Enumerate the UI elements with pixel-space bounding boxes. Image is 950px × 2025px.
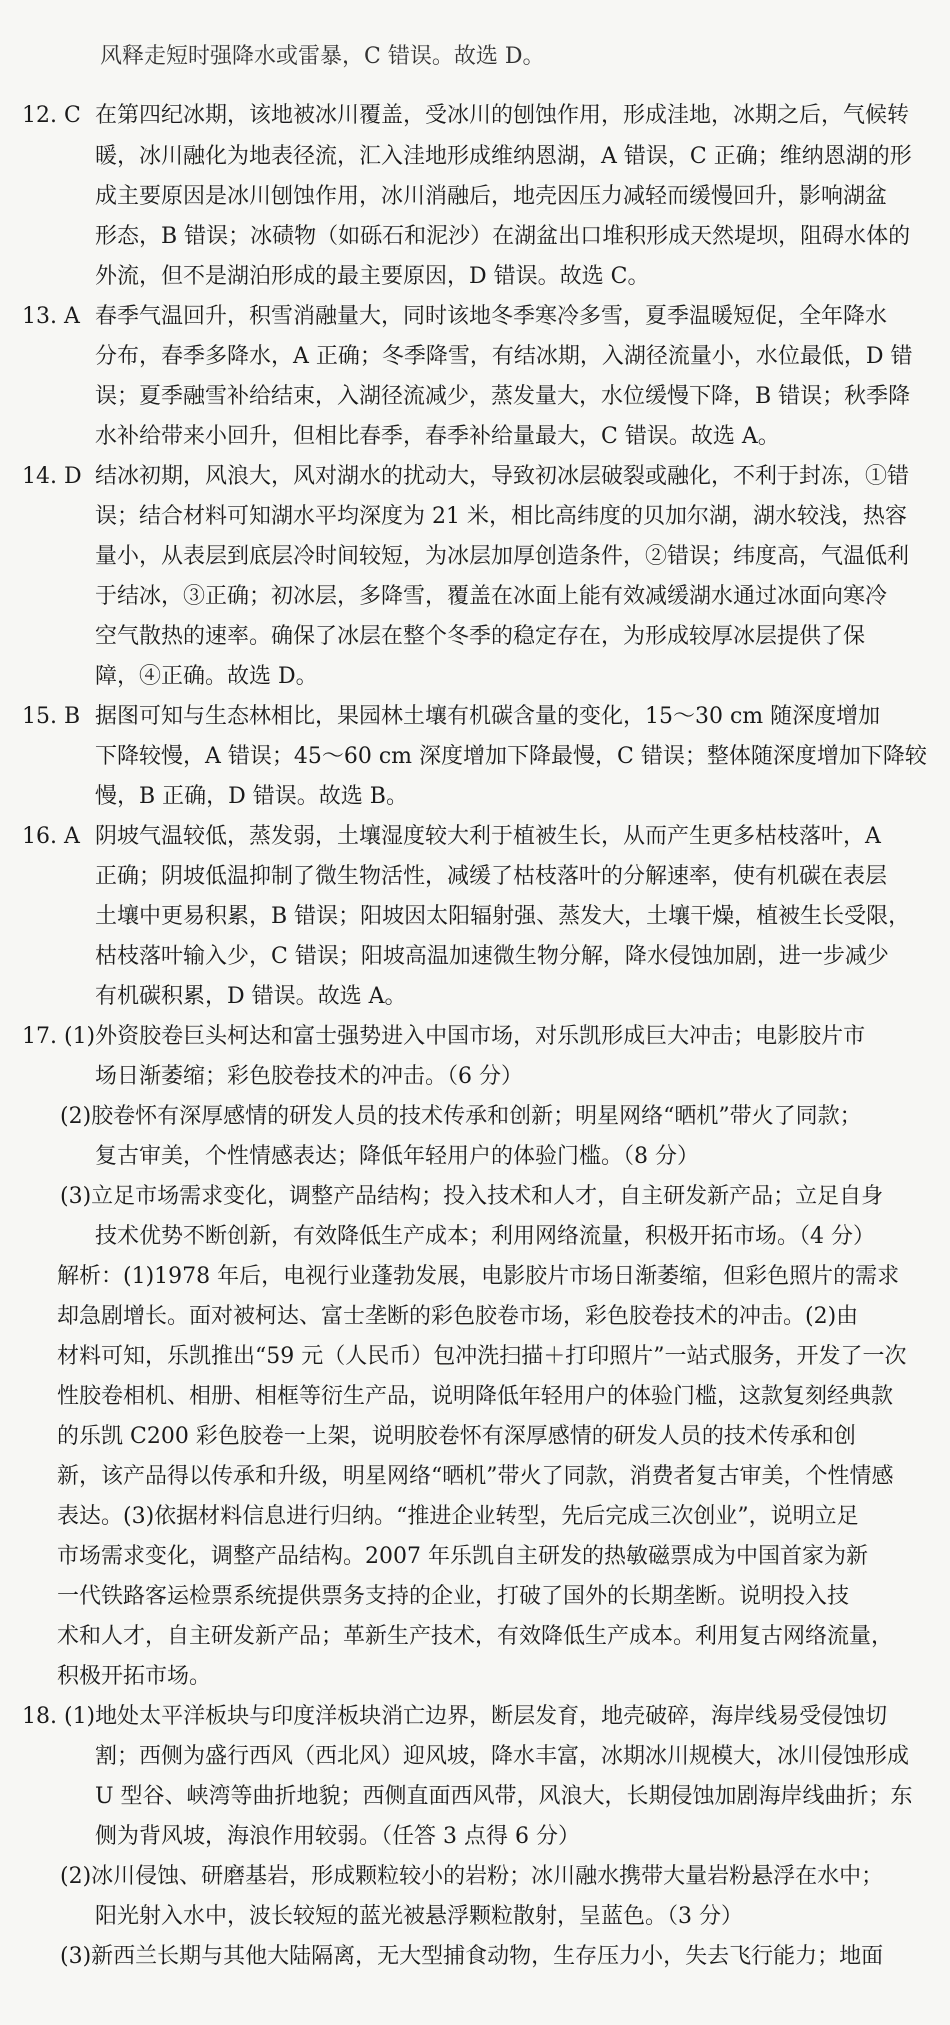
line-text: 一代铁路客运检票系统提供票务支持的企业，打破了国外的长期垄断。说明投入技 xyxy=(57,1584,850,1609)
line-text: 下降较慢，A 错误；45～60 cm 深度增加下降最慢，C 错误；整体随深度增加下降较 xyxy=(95,744,927,769)
text-line xyxy=(0,1498,950,1536)
line-text: 春季气温回升，积雪消融量大，同时该地冬季寒冷多雪，夏季温暖短促，全年降水 xyxy=(95,304,888,329)
line-text: 18. (1)地处太平洋板块与印度洋板块消亡边界，断层发育，地壳破碎，海岸线易受侵蚀切 xyxy=(22,1704,888,1729)
text-line xyxy=(0,1378,950,1416)
text-line xyxy=(0,538,950,576)
line-text: 枯枝落叶输入少，C 错误；阳坡高温加速微生物分解，降水侵蚀加剧，进一步减少 xyxy=(95,944,889,969)
text-line xyxy=(0,1778,950,1816)
line-text: 阴坡气温较低，蒸发弱，土壤湿度较大利于植被生长，从而产生更多枯枝落叶，A xyxy=(95,824,881,849)
line-text: 17. (1)外资胶卷巨头柯达和富士强势进入中国市场，对乐凯形成巨大冲击；电影胶片市 xyxy=(22,1024,866,1049)
text-line xyxy=(0,1218,950,1256)
text-line xyxy=(0,938,950,976)
text-line xyxy=(0,418,950,456)
answer-17 xyxy=(0,1018,950,1056)
line-text: 积极开拓市场。 xyxy=(57,1664,212,1689)
line-text: 暖，冰川融化为地表径流，汇入洼地形成维纳恩湖，A 错误，C 正确；维纳恩湖的形 xyxy=(95,144,912,169)
line-text: 慢，B 正确，D 错误。故选 B。 xyxy=(95,784,408,809)
text-line xyxy=(0,1098,950,1136)
text-line xyxy=(0,1058,950,1096)
text-line xyxy=(0,138,950,176)
text-line xyxy=(0,1418,950,1456)
line-text: 误；结合材料可知湖水平均深度为 21 米，相比高纬度的贝加尔湖，湖水较浅，热容 xyxy=(95,504,907,529)
answer-16 xyxy=(0,818,950,856)
text-line xyxy=(0,1618,950,1656)
answer-13 xyxy=(0,298,950,336)
line-text: 据图可知与生态林相比，果园林土壤有机碳含量的变化，15～30 cm 随深度增加 xyxy=(95,704,881,729)
text-line xyxy=(0,1858,950,1896)
line-text: 术和人才，自主研发新产品；革新生产技术，有效降低生产成本。利用复古网络流量， xyxy=(57,1624,894,1649)
text-line xyxy=(0,1738,950,1776)
text-line xyxy=(0,898,950,936)
text-line xyxy=(0,1658,950,1696)
line-text: 表达。(3)依据材料信息进行归纳。“推进企业转型，先后完成三次创业”，说明立足 xyxy=(57,1504,859,1529)
line-text: 材料可知，乐凯推出“59 元（人民币）包冲洗扫描＋打印照片”一站式服务，开发了一次 xyxy=(57,1344,907,1369)
text-line xyxy=(0,618,950,656)
line-text: 误；夏季融雪补给结束，入湖径流减少，蒸发量大，水位缓慢下降，B 错误；秋季降 xyxy=(95,384,911,409)
line-text: 复古审美，个性情感表达；降低年轻用户的体验门槛。（8 分） xyxy=(95,1144,699,1169)
line-text: 技术优势不断创新，有效降低生产成本；利用网络流量，积极开拓市场。（4 分） xyxy=(95,1224,875,1249)
line-text: 却急剧增长。面对被柯达、富士垄断的彩色胶卷市场，彩色胶卷技术的冲击。(2)由 xyxy=(57,1304,859,1329)
text-line xyxy=(0,1578,950,1616)
line-text: 量小，从表层到底层冷时间较短，为冰层加厚创造条件，②错误；纬度高，气温低利 xyxy=(95,544,910,569)
line-text: 在第四纪冰期，该地被冰川覆盖，受冰川的刨蚀作用，形成洼地，冰期之后，气候转 xyxy=(95,103,910,128)
text-line xyxy=(0,578,950,616)
question-number: 16. A xyxy=(22,824,80,849)
text-line xyxy=(0,1938,950,1976)
text-line xyxy=(0,1538,950,1576)
line-text: 结冰初期，风浪大，风对湖水的扰动大，导致初冰层破裂或融化，不利于封冻，①错 xyxy=(95,464,910,489)
text-line xyxy=(0,178,950,216)
line-text: (3)立足市场需求变化，调整产品结构；投入技术和人才，自主研发新产品；立足自身 xyxy=(60,1184,884,1209)
text-line xyxy=(0,498,950,536)
text-line xyxy=(0,978,950,1016)
text-line xyxy=(0,1338,950,1376)
line-text: 侧为背风坡，海浪作用较弱。（任答 3 点得 6 分） xyxy=(95,1824,580,1849)
line-text: 解析：(1)1978 年后，电视行业蓬勃发展，电影胶片市场日渐萎缩，但彩色照片的需求 xyxy=(57,1264,900,1289)
line-text: 障，④正确。故选 D。 xyxy=(95,664,318,689)
question-number: 13. A xyxy=(22,304,80,329)
line-text: 水补给带来小回升，但相比春季，春季补给量最大，C 错误。故选 A。 xyxy=(95,424,780,449)
answer-15 xyxy=(0,698,950,736)
line-text: (2)胶卷怀有深厚感情的研发人员的技术传承和创新；明星网络“晒机”带火了同款； xyxy=(60,1104,862,1129)
line-text: 空气散热的速率。确保了冰层在整个冬季的稳定存在，为形成较厚冰层提供了保 xyxy=(95,624,866,649)
text-line xyxy=(0,658,950,696)
line-text: 于结冰，③正确；初冰层，多降雪，覆盖在冰面上能有效减缓湖水通过冰面向寒冷 xyxy=(95,584,888,609)
text-line xyxy=(0,1818,950,1856)
line-text: 的乐凯 C200 彩色胶卷一上架，说明胶卷怀有深厚感情的研发人员的技术传承和创 xyxy=(57,1424,856,1449)
line-text: 形态，B 错误；冰碛物（如砾石和泥沙）在湖盆出口堆积形成天然堤坝，阻碍水体的 xyxy=(95,224,911,249)
text-line xyxy=(0,1298,950,1336)
text-line xyxy=(0,858,950,896)
line-text: 外流，但不是湖泊形成的最主要原因，D 错误。故选 C。 xyxy=(95,264,650,289)
question-number: 12. C xyxy=(22,103,81,128)
line-text: (3)新西兰长期与其他大陆隔离，无大型捕食动物，生存压力小，失去飞行能力；地面 xyxy=(60,1944,884,1969)
answer-12 xyxy=(0,97,950,135)
analysis-17 xyxy=(0,1258,950,1296)
text-line xyxy=(0,1458,950,1496)
answer-18 xyxy=(0,1698,950,1736)
answer-14 xyxy=(0,458,950,496)
line-text: 市场需求变化，调整产品结构。2007 年乐凯自主研发的热敏磁票成为中国首家为新 xyxy=(57,1544,868,1569)
line-text: 分布，春季多降水，A 正确；冬季降雪，有结冰期，入湖径流量小，水位最低，D 错 xyxy=(95,344,913,369)
line-text: 割；西侧为盛行西风（西北风）迎风坡，降水丰富，冰期冰川规模大，冰川侵蚀形成 xyxy=(95,1744,910,1769)
text-line xyxy=(0,738,950,776)
line-text: 阳光射入水中，波长较短的蓝光被悬浮颗粒散射，呈蓝色。（3 分） xyxy=(95,1904,743,1929)
line-text: 新，该产品得以传承和升级，明星网络“晒机”带火了同款，消费者复古审美，个性情感 xyxy=(57,1464,894,1489)
text-line xyxy=(0,1178,950,1216)
line-text: 正确；阴坡低温抑制了微生物活性，减缓了枯枝落叶的分解速率，使有机碳在表层 xyxy=(95,864,888,889)
line-text: 场日渐萎缩；彩色胶卷技术的冲击。（6 分） xyxy=(95,1064,523,1089)
text-line xyxy=(0,1898,950,1936)
line-text: 性胶卷相机、相册、相框等衍生产品，说明降低年轻用户的体验门槛，这款复刻经典款 xyxy=(57,1384,894,1409)
question-number: 15. B xyxy=(22,704,81,729)
text-line xyxy=(0,778,950,816)
question-number: 14. D xyxy=(22,464,82,489)
text-line xyxy=(0,338,950,376)
text-line xyxy=(0,1138,950,1176)
text-line xyxy=(0,258,950,296)
line-text: 成主要原因是冰川刨蚀作用，冰川消融后，地壳因压力减轻而缓慢回升，影响湖盆 xyxy=(95,184,888,209)
text-line xyxy=(0,38,950,76)
line-text: 风释走短时强降水或雷暴，C 错误。故选 D。 xyxy=(100,44,545,69)
text-line xyxy=(0,378,950,416)
line-text: 土壤中更易积累，B 错误；阳坡因太阳辐射强、蒸发大，土壤干燥，植被生长受限， xyxy=(95,904,911,929)
line-text: 有机碳积累，D 错误。故选 A。 xyxy=(95,984,407,1009)
text-line xyxy=(0,218,950,256)
line-text: U 型谷、峡湾等曲折地貌；西侧直面西风带，风浪大，长期侵蚀加剧海岸线曲折；东 xyxy=(95,1784,913,1809)
line-text: (2)冰川侵蚀、研磨基岩，形成颗粒较小的岩粉；冰川融水携带大量岩粉悬浮在水中； xyxy=(60,1864,884,1889)
